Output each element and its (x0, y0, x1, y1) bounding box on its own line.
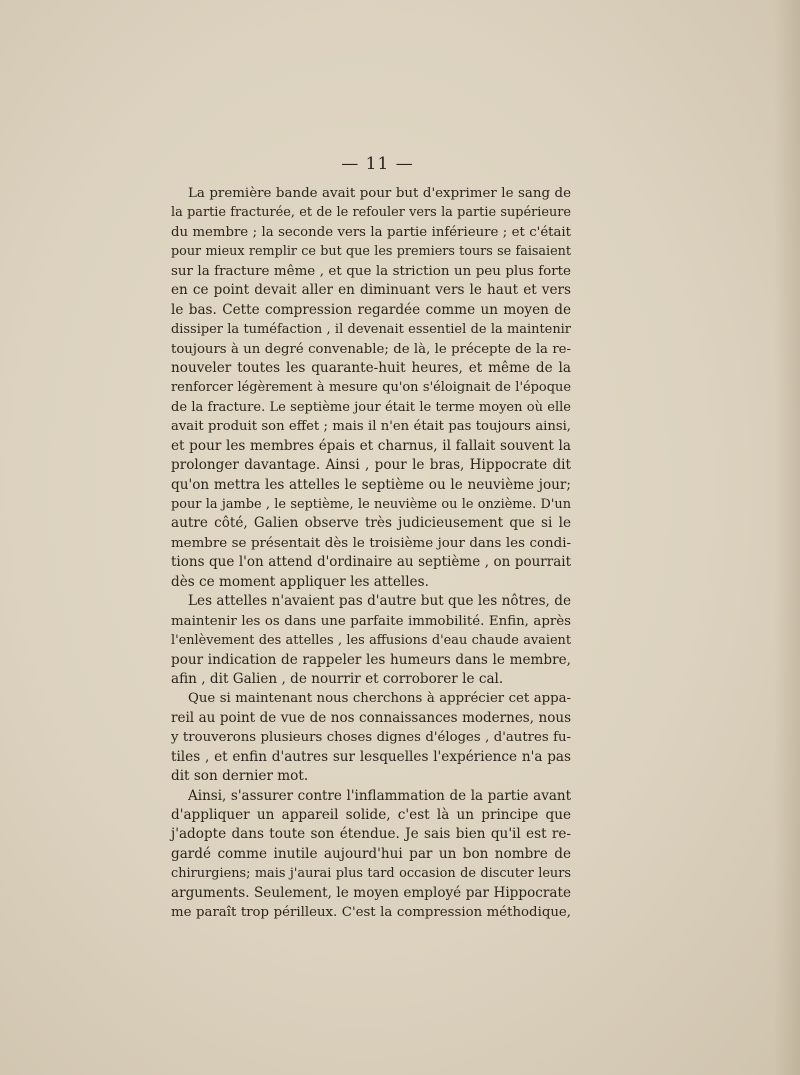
text-line: chirurgiens; mais j'aurai plus tard occasion de discuter leurs (171, 866, 571, 882)
text-line: reil au point de vue de nos connaissances modernes, nous (171, 709, 571, 726)
text-line: y trouverons plusieurs choses dignes d'éloges , d'autres fu- (171, 730, 571, 746)
text-line: toujours à un degré convenable; de là, le précepte de la re- (171, 341, 571, 357)
text-line: maintenir les os dans une parfaite immobilité. Enfin, après (171, 613, 571, 629)
page-edge-shadow (774, 0, 800, 1075)
text-line: la partie fracturée, et de le refouler vers la partie supérieure (171, 205, 571, 221)
text-line: La première bande avait pour but d'exprimer le sang de (188, 186, 571, 201)
text-line: Que si maintenant nous cherchons à apprécier cet appa- (188, 691, 571, 707)
text-line: dissiper la tuméfaction , il devenait essentiel de la maintenir (171, 322, 571, 338)
text-line: renforcer légèrement à mesure qu'on s'éloignait de l'époque (171, 380, 571, 396)
text-line: membre se présentait dès le troisième jour dans les condi- (171, 535, 571, 551)
text-line: avait produit son effet ; mais il n'en était pas toujours ainsi, (171, 419, 571, 435)
body-text (171, 184, 571, 923)
text-line: pour mieux remplir ce but que les premiers tours se faisaient (171, 244, 571, 260)
text-line: qu'on mettra les attelles le septième ou le neuvième jour; (171, 476, 571, 493)
text-line: nouveler toutes les quarante-huit heures, et même de la (171, 359, 571, 376)
text-line: sur la fracture même , et que la striction un peu plus forte (171, 263, 571, 279)
text-line: me paraît trop périlleux. C'est la compression méthodique, (171, 905, 571, 921)
text-line: et pour les membres épais et charnus, il fallait souvent la (171, 437, 571, 454)
text-line: Les attelles n'avaient pas d'autre but que les nôtres, de (188, 593, 571, 610)
text-line: dès ce moment appliquer les attelles. (171, 573, 429, 590)
text-line: j'adopte dans toute son étendue. Je sais bien qu'il est re- (171, 826, 571, 843)
text-line: tiles , et enfin d'autres sur lesquelles l'expérience n'a pas (171, 748, 571, 765)
text-line: afin , dit Galien , de nourrir et corroborer le cal. (171, 670, 504, 687)
page-number: — 11 — (341, 154, 414, 174)
text-line: l'enlèvement des attelles , les affusions d'eau chaude avaient (171, 633, 571, 649)
text-line: Ainsi, s'assurer contre l'inflammation de la partie avant (188, 787, 571, 804)
text-line: pour la jambe , le septième, le neuvième ou le onzième. D'un (171, 497, 571, 512)
text-line: autre côté, Galien observe très judicieusement que si le (171, 515, 571, 532)
text-line: tions que l'on attend d'ordinaire au septième , on pourrait (171, 554, 571, 571)
text-line: le bas. Cette compression regardée comme un moyen de (171, 301, 571, 318)
text-line: prolonger davantage. Ainsi , pour le bras, Hippocrate dit (171, 457, 571, 474)
text-line: d'appliquer un appareil solide, c'est là un principe que (171, 807, 571, 823)
text-line: pour indication de rappeler les humeurs dans le membre, (171, 651, 571, 668)
text-line: dit son dernier mot. (171, 768, 309, 785)
text-line: du membre ; la seconde vers la partie inférieure ; et c'était (171, 224, 571, 240)
text-line: arguments. Seulement, le moyen employé par Hippocrate (171, 884, 571, 901)
text-line: en ce point devait aller en diminuant vers le haut et vers (171, 282, 571, 299)
text-line: gardé comme inutile aujourd'hui par un bon nombre de (171, 845, 571, 862)
text-line: de la fracture. Le septième jour était le terme moyen où elle (171, 399, 571, 415)
